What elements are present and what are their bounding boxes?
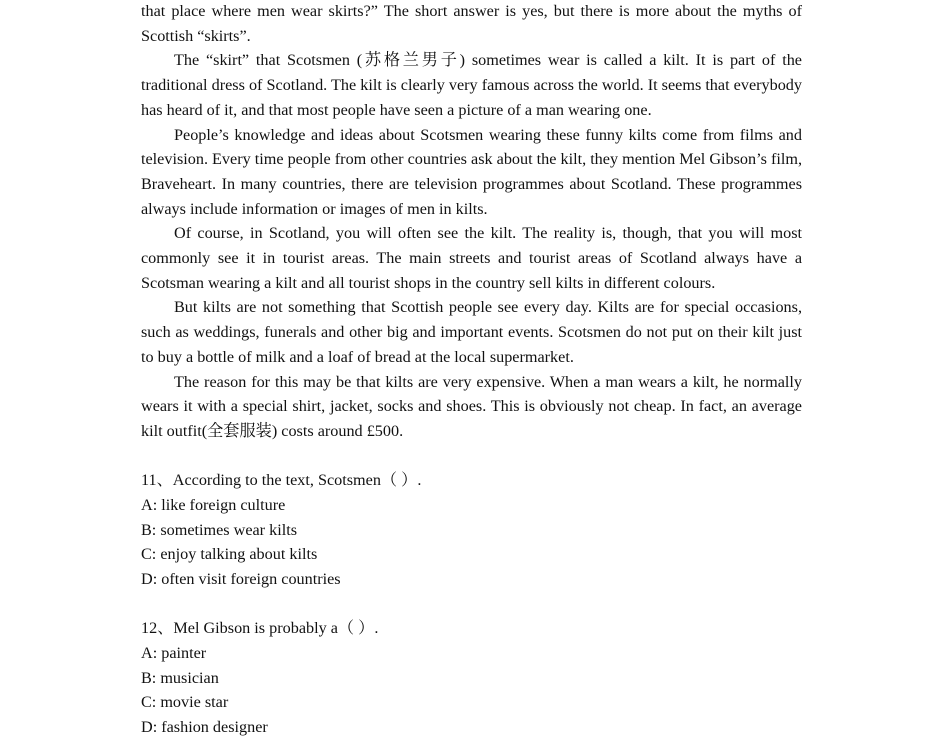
passage-paragraph: that place where men wear skirts?” The short answer is yes, but there is more about the myths of Scottish “skirts”. [141,2,802,45]
answer-option-b: B: sometimes wear kilts [141,520,298,539]
question-stem: 11、According to the text, Scotsmen（ ）. [141,471,422,490]
document-page [141,0,802,740]
passage-paragraph: The “skirt” that Scotsmen (苏格兰男子) sometimes wear is called a kilt. It is part of the traditional dress of Scotland. The kilt is clearly very famous across the world. It seems that everybody has heard of it, and that most people have seen a picture of a man wearing one. [141,51,802,119]
answer-option-c: C: movie star [141,693,229,712]
answer-option-b: B: musician [141,668,219,687]
question-stem: 12、Mel Gibson is probably a（ ）. [141,619,379,638]
passage-paragraph: People’s knowledge and ideas about Scotsmen wearing these funny kilts come from films and television. Every time people from other countries ask about the kilt, they mention Mel Gibson’s film, Braveheart. In many countries, there are television programmes about Scotland. These programmes always include information or images of men in kilts. [141,125,802,218]
passage-paragraph: Of course, in Scotland, you will often see the kilt. The reality is, though, that you will most commonly see it in tourist areas. The main streets and tourist areas of Scotland always have a Scotsman wearing a kilt and all tourist shops in the country sell kilts in different colours. [141,224,802,292]
answer-option-c: C: enjoy talking about kilts [141,545,318,564]
answer-option-a: A: like foreign culture [141,495,286,514]
question-12 [141,616,802,740]
answer-option-a: A: painter [141,643,207,662]
passage-paragraph: But kilts are not something that Scottish people see every day. Kilts are for special occasions, such as weddings, funerals and other big and important events. Scotsmen do not put on their kilt just to buy a bottle of milk and a loaf of bread at the local supermarket. [141,298,802,366]
passage-paragraph: The reason for this may be that kilts are very expensive. When a man wears a kilt, he normally wears it with a special shirt, jacket, socks and shoes. This is obviously not cheap. In fact, an average kilt outfit(全套服装) costs around £500. [141,372,802,440]
answer-option-d: D: fashion designer [141,717,268,736]
answer-option-d: D: often visit foreign countries [141,569,341,588]
question-11 [141,468,802,592]
reading-passage [141,0,802,444]
